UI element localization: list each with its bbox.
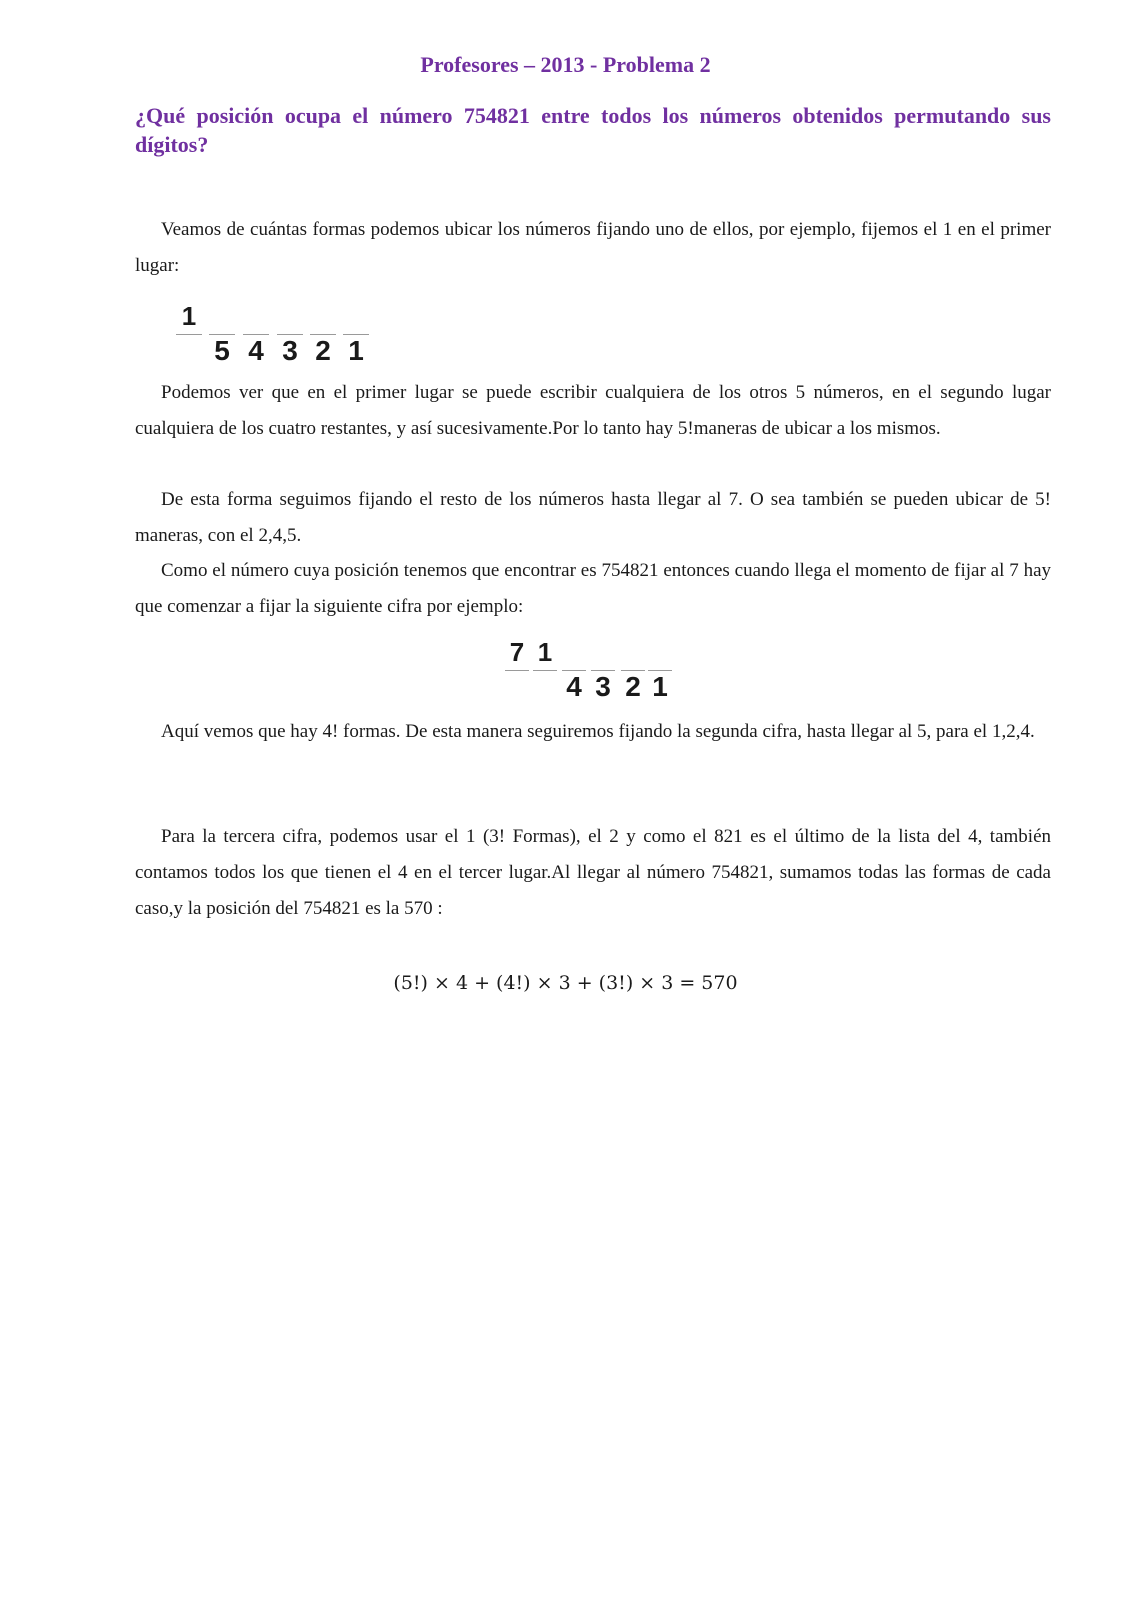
choice-count: 4 [248, 335, 264, 366]
paragraph-second-digit: Aquí vemos que hay 4! formas. De esta manera seguiremos fijando la segunda cifra, hasta llegar al 5, para el 1,2,4. [161, 721, 1035, 742]
paragraph-fix-seven: Como el número cuya posición tenemos que encontrar es 754821 entonces cuando llega el momento de fijar al 7 hay que comenzar a fijar la siguiente cifra por ejemplo: [135, 560, 1051, 617]
slot-diagram-fix-1 [176, 300, 386, 370]
choice-count: 1 [348, 335, 364, 366]
problem-question: ¿Qué posición ocupa el número 754821 entre todos los números obtenidos permutando sus dígitos? [135, 103, 1051, 157]
slot-line [176, 334, 202, 335]
slot-line [505, 670, 529, 671]
slot [209, 300, 235, 366]
slot [310, 300, 336, 366]
slot [277, 300, 303, 366]
slot-line [533, 670, 557, 671]
choice-count: 4 [566, 671, 582, 702]
slot [243, 300, 269, 366]
paragraph-continue: De esta forma seguimos fijando el resto de los números hasta llegar al 7. O sea también se pueden ubicar de 5! maneras, con el 2,4,5. [135, 489, 1051, 546]
slot [505, 636, 529, 702]
paragraph-third-digit: Para la tercera cifra, podemos usar el 1 (3! Formas), el 2 y como el 821 es el último de la lista del 4, también contamos todos los que tienen el 4 en el tercer lugar.Al llegar al número 754821, sumamos todas las formas de cada caso,y la posición del 754821 es la 570 : [135, 826, 1051, 919]
choice-count: 3 [595, 671, 611, 702]
slot [562, 636, 586, 702]
slot [533, 636, 557, 702]
document-title: Profesores – 2013 - Problema 2 [420, 52, 711, 77]
slot [648, 636, 672, 702]
choice-count: 2 [625, 671, 641, 702]
paragraph-explanation: Podemos ver que en el primer lugar se puede escribir cualquiera de los otros 5 números, en el segundo lugar cualquiera de los cuatro restantes, y así sucesivamente.Por lo tanto hay 5!maneras de ubicar a los mismos. [135, 382, 1051, 439]
choice-count: 3 [282, 335, 298, 366]
choice-count: 1 [652, 671, 668, 702]
choice-count: 5 [214, 335, 230, 366]
slot [343, 300, 369, 366]
paragraph-intro: Veamos de cuántas formas podemos ubicar los números fijando uno de ellos, por ejemplo, fijemos el 1 en el primer lugar: [135, 219, 1051, 276]
fixed-digit: 1 [537, 637, 553, 667]
result-formula: (5!) × 4 + (4!) × 3 + (3!) × 3 = 570 [393, 972, 738, 994]
slot [591, 636, 615, 702]
fixed-digit: 1 [181, 301, 197, 331]
choice-count: 2 [315, 335, 331, 366]
slot-diagram-fix-71 [505, 636, 685, 706]
fixed-digit: 7 [509, 637, 525, 667]
slot [176, 300, 202, 366]
slot [621, 636, 645, 702]
